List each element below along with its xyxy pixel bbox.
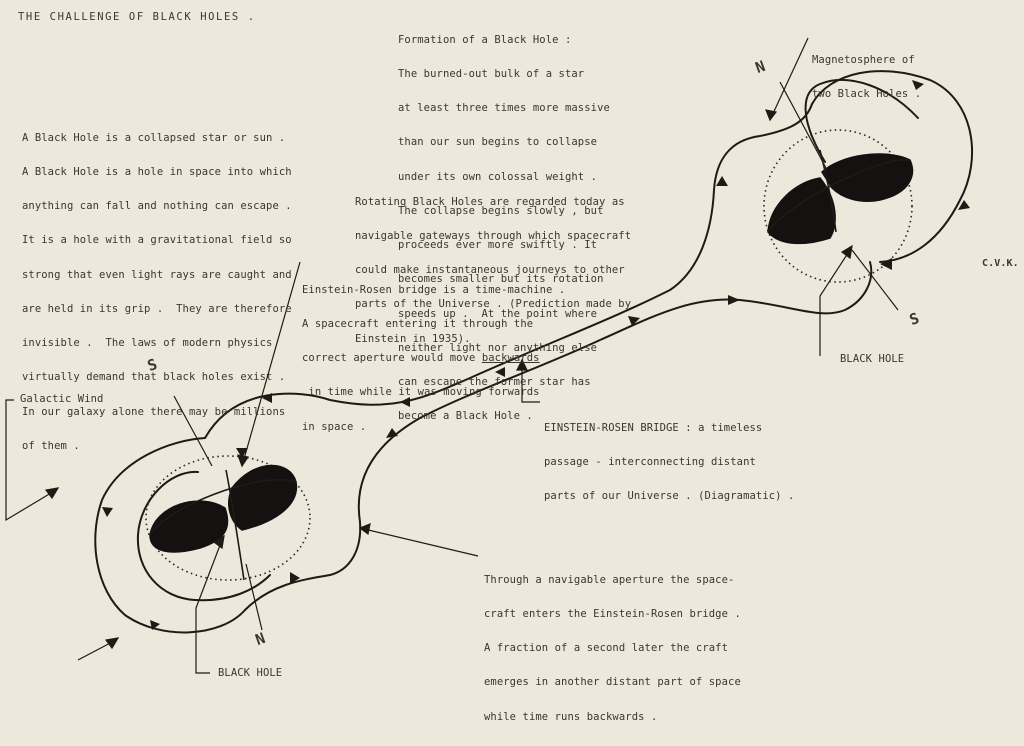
intro-line: of them .: [22, 439, 80, 452]
intro-line: invisible . The laws of modern physics: [22, 337, 273, 350]
aperture-pointer: [360, 528, 478, 556]
formation-line: becomes smaller but its rotation: [398, 273, 604, 286]
bridge-definition-line: parts of our Universe . (Diagramatic) .: [544, 490, 795, 503]
time-machine-paragraph: [302, 262, 565, 456]
rotating-line: Einstein in 1935).: [355, 332, 471, 345]
intro-line: In our galaxy alone there may be millions: [22, 405, 286, 418]
time-machine-line: in space .: [302, 420, 367, 433]
lower-black-hole-right-lobe: [229, 465, 297, 530]
lower-black-hole-label: BLACK HOLE: [218, 667, 283, 679]
formation-line: than our sun begins to collapse: [398, 136, 598, 149]
upper-black-hole-right-lobe: [822, 154, 912, 201]
upper-black-hole-left-lobe: [768, 178, 835, 243]
aperture-line: emerges in another distant part of space: [484, 676, 741, 689]
bridge-definition-line: passage - interconnecting distant: [544, 456, 756, 469]
formation-line: can escape the former star has: [398, 376, 591, 388]
lower-black-hole-pointer: [196, 540, 222, 673]
formation-line: become a Black Hole .: [398, 410, 533, 423]
galactic-wind-label: Galactic Wind: [20, 393, 104, 405]
aperture-line: A fraction of a second later the craft: [484, 642, 729, 655]
formation-line: The burned-out bulk of a star: [398, 68, 585, 81]
lower-black-hole-left-lobe: [150, 501, 228, 552]
aperture-paragraph: [484, 552, 741, 746]
lower-north-pole: N: [252, 629, 268, 650]
underlined-backwards: backwards: [481, 352, 540, 365]
time-machine-line: correct aperture would move backwards: [302, 352, 540, 365]
formation-line: under its own colossal weight .: [398, 170, 598, 183]
formation-line: speeds up . At the point where: [398, 307, 598, 320]
formation-line: neither light nor anything else: [398, 341, 598, 354]
rotating-line: navigable gateways through which spacecraft: [355, 230, 632, 243]
time-machine-line: Einstein-Rosen bridge is a time-machine .: [302, 283, 566, 296]
time-machine-line: A spacecraft entering it through the: [302, 318, 534, 331]
intro-line: virtually demand that black holes exist .: [22, 371, 286, 384]
intro-line: are held in its grip . They are therefore: [22, 302, 292, 315]
upper-south-pole: S: [906, 309, 922, 330]
magnetosphere-line: Magnetosphere of: [812, 53, 915, 66]
formation-line: The collapse begins slowly , but: [398, 204, 604, 217]
intro-line: A Black Hole is a hole in space into which: [22, 166, 292, 179]
time-machine-line: in time while it was moving forwards: [302, 386, 540, 399]
upper-black-hole-pointer: [820, 250, 850, 356]
aperture-line: while time runs backwards .: [484, 710, 658, 723]
intro-line: A Black Hole is a collapsed star or sun .: [22, 131, 286, 144]
intro-line: It is a hole with a gravitational field so: [22, 234, 292, 247]
aperture-line: craft enters the Einstein-Rosen bridge .: [484, 608, 741, 621]
rotating-line: parts of the Universe . (Prediction made by: [355, 298, 632, 311]
magnetosphere-label: [812, 32, 921, 123]
aperture-line: Through a navigable aperture the space-: [484, 573, 735, 586]
magnetosphere-line: two Black Holes .: [812, 88, 922, 101]
formation-line: proceeds ever more swiftly . It: [398, 239, 598, 252]
rotating-line: Rotating Black Holes are regarded today as: [355, 195, 625, 208]
intro-line: strong that even light rays are caught and: [22, 268, 292, 281]
bridge-definition: [544, 400, 794, 525]
bridge-definition-line: EINSTEIN-ROSEN BRIDGE : a timeless: [544, 421, 763, 434]
formation-line: at least three times more massive: [398, 102, 610, 115]
upper-north-pole: N: [752, 57, 768, 78]
page-title: THE CHALLENGE OF BLACK HOLES .: [18, 11, 256, 23]
lower-lobe: [330, 522, 360, 575]
intro-line: anything can fall and nothing can escape .: [22, 200, 292, 213]
intro-paragraph: [22, 110, 292, 475]
formation-heading: Formation of a Black Hole :: [398, 33, 572, 46]
rotating-line: could make instantaneous journeys to other: [355, 264, 625, 277]
author-initials: C.V.K.: [982, 258, 1019, 269]
magnetosphere-pointer: [770, 38, 808, 120]
upper-black-hole-label: BLACK HOLE: [840, 353, 905, 365]
lower-south-pole: S: [144, 355, 160, 376]
